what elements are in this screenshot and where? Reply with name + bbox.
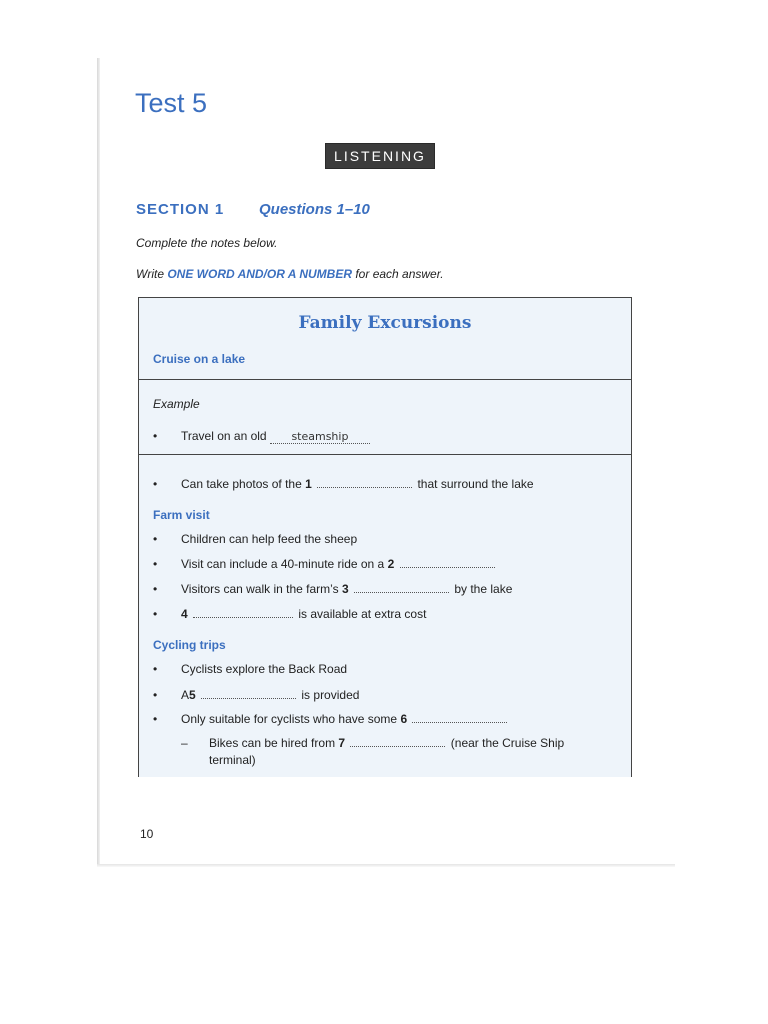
- q6-answer-blank[interactable]: [412, 712, 507, 723]
- instruction-word-limit: [136, 267, 444, 281]
- q1-text: Can take photos of the: [181, 477, 302, 491]
- q2-answer-blank[interactable]: [400, 557, 495, 568]
- dash: –: [181, 736, 188, 750]
- question-7-row-continued: [209, 753, 256, 767]
- q7-text-post: (near the Cruise Ship: [450, 736, 565, 750]
- bullet: •: [153, 557, 158, 571]
- bullet: •: [153, 662, 158, 676]
- q6-text: Only suitable for cyclists who have some: [181, 712, 398, 726]
- bullet: •: [153, 712, 158, 726]
- notes-title: Family Excursions: [298, 313, 472, 333]
- q2-number: 2: [387, 557, 395, 571]
- bullet: •: [153, 532, 158, 546]
- question-3-row: [181, 582, 512, 596]
- q4-number: 4: [181, 607, 188, 621]
- question-4-row: [181, 607, 426, 621]
- listening-badge: LISTENING: [325, 143, 435, 169]
- page-edge-left: [97, 58, 100, 866]
- q3-text: Visitors can walk in the farm’s: [181, 582, 339, 596]
- cycling-item-text: Cyclists explore the Back Road: [181, 662, 348, 676]
- instruction-word-limit-post: for each answer.: [352, 267, 444, 281]
- q6-number: 6: [400, 712, 408, 726]
- q5-number: 5: [189, 688, 196, 702]
- q3-text-post: by the lake: [454, 582, 513, 596]
- bullet: •: [153, 688, 158, 702]
- q1-answer-blank[interactable]: [317, 477, 412, 488]
- q1-text-post: that surround the lake: [417, 477, 534, 491]
- example-text: Travel on an old: [181, 429, 267, 443]
- q5-answer-blank[interactable]: [201, 688, 296, 699]
- q7-answer-blank[interactable]: [350, 736, 445, 747]
- q2-text: Visit can include a 40-minute ride on a: [181, 557, 385, 571]
- q7-number: 7: [338, 736, 346, 750]
- example-answer: steamship: [270, 430, 370, 444]
- page-edge-bottom: [97, 864, 675, 867]
- questions-range: Questions 1–10: [259, 201, 370, 218]
- q4-text-post: is available at extra cost: [298, 607, 427, 621]
- question-1-row: [181, 477, 534, 491]
- bullet: •: [153, 477, 158, 491]
- bullet: •: [153, 429, 158, 443]
- page-number: 10: [140, 827, 154, 841]
- section-label: SECTION 1: [136, 201, 225, 218]
- farm-heading: Farm visit: [153, 508, 210, 522]
- question-7-row: [209, 736, 564, 750]
- q3-number: 3: [341, 582, 349, 596]
- question-6-row: [181, 712, 509, 726]
- example-label: Example: [153, 397, 200, 411]
- instruction-word-limit-highlight: ONE WORD AND/OR A NUMBER: [167, 267, 353, 281]
- test-title: Test 5: [135, 88, 208, 118]
- q4-answer-blank[interactable]: [193, 607, 293, 618]
- q7-text-line2: terminal): [209, 753, 256, 767]
- farm-item-row: [181, 532, 357, 546]
- notes-box: [138, 297, 632, 777]
- question-2-row: [181, 557, 497, 571]
- instruction-word-limit-pre: Write: [136, 267, 168, 281]
- farm-item-text: Children can help feed the sheep: [181, 532, 358, 546]
- bullet: •: [153, 607, 158, 621]
- q5-text-post: is provided: [301, 688, 360, 702]
- q5-text: A: [181, 688, 190, 702]
- q7-text: Bikes can be hired from: [209, 736, 336, 750]
- q3-answer-blank[interactable]: [354, 582, 449, 593]
- divider-top: [139, 379, 631, 380]
- bullet: •: [153, 582, 158, 596]
- example-row: [181, 429, 370, 444]
- cycling-heading: Cycling trips: [153, 638, 226, 652]
- divider-example: [139, 454, 631, 455]
- question-5-row: [181, 688, 359, 702]
- cruise-heading: Cruise on a lake: [153, 352, 246, 366]
- cycling-item-row: [181, 662, 347, 676]
- q1-number: 1: [305, 477, 312, 491]
- instruction-complete-notes: Complete the notes below.: [136, 236, 278, 250]
